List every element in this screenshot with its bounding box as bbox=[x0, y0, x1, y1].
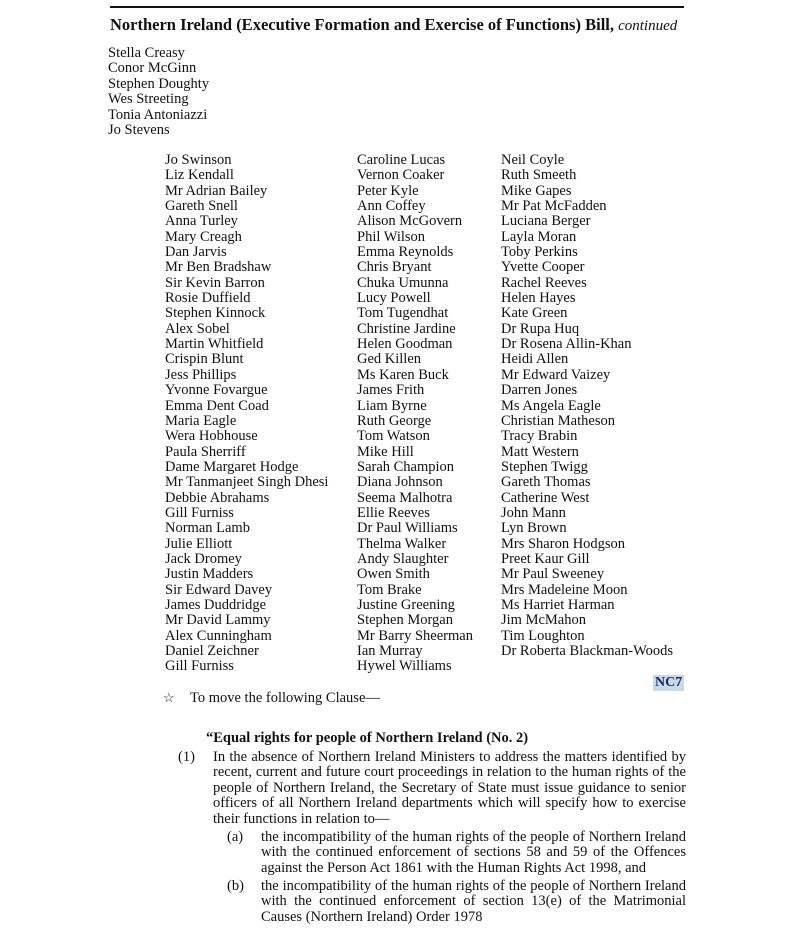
member-name: Julie Elliott bbox=[165, 535, 233, 552]
star-icon: ☆ bbox=[163, 690, 175, 705]
member-name: Yvette Cooper bbox=[501, 259, 585, 276]
motion-text: To move the following Clause— bbox=[190, 690, 380, 706]
member-name: Yvonne Fovargue bbox=[165, 382, 268, 399]
member-name: Dan Jarvis bbox=[165, 244, 227, 261]
member-name: Catherine West bbox=[501, 489, 590, 506]
paragraph-number: (b) bbox=[227, 878, 244, 894]
member-name: Gill Furniss bbox=[165, 658, 234, 675]
member-name: Justin Madders bbox=[165, 566, 254, 583]
member-name: Gareth Snell bbox=[165, 198, 238, 215]
member-name: Mr Tanmanjeet Singh Dhesi bbox=[165, 474, 329, 491]
member-name: Helen Hayes bbox=[501, 290, 576, 307]
member-name: Tom Brake bbox=[357, 581, 422, 598]
member-name: Lucy Powell bbox=[357, 290, 431, 307]
subsection-number: (1) bbox=[178, 749, 195, 765]
supporters-column-2 bbox=[357, 153, 473, 675]
member-name: Sir Edward Davey bbox=[165, 581, 273, 598]
member-name: Justine Greening bbox=[357, 596, 455, 613]
member-name: Gareth Thomas bbox=[501, 474, 591, 491]
header-rule bbox=[110, 6, 684, 8]
continued-label: continued bbox=[618, 18, 678, 34]
member-name: Mary Creagh bbox=[165, 228, 242, 245]
member-name: Jo Swinson bbox=[165, 152, 232, 168]
member-name: Martin Whitfield bbox=[165, 336, 264, 353]
supporters-column-1 bbox=[165, 153, 328, 675]
member-name: Helen Goodman bbox=[357, 336, 453, 353]
member-name: Owen Smith bbox=[357, 566, 430, 583]
member-name: Mr Paul Sweeney bbox=[501, 566, 605, 583]
member-name: Dame Margaret Hodge bbox=[165, 458, 299, 475]
member-name: Kate Green bbox=[501, 305, 568, 322]
member-name: Ruth Smeeth bbox=[501, 167, 577, 184]
member-name: Mrs Madeleine Moon bbox=[501, 581, 628, 598]
member-name: Diana Johnson bbox=[357, 474, 443, 491]
bill-title: Northern Ireland (Executive Formation and Exercise of Functions) Bill, bbox=[110, 15, 614, 34]
subsection-1 bbox=[178, 750, 686, 827]
paragraph-number: (a) bbox=[227, 829, 244, 845]
member-name: Luciana Berger bbox=[501, 213, 591, 230]
member-name: Chris Bryant bbox=[357, 259, 432, 276]
page-header bbox=[110, 15, 690, 35]
member-name: Toby Perkins bbox=[501, 244, 578, 261]
member-name: Norman Lamb bbox=[165, 520, 250, 537]
member-name: Stephen Doughty bbox=[108, 75, 210, 92]
member-name: Mr Adrian Bailey bbox=[165, 182, 268, 199]
clause-title: “Equal rights for people of Northern Ireland (No. 2) bbox=[206, 730, 529, 746]
member-name: James Duddridge bbox=[165, 596, 267, 613]
subsection-text: In the absence of Northern Ireland Ministers to address the matters identified by recent, current and future court proceedings in relation to the human rights of the people of Northern Ireland, the Secretary of State must issue guidance to senior officers of all Northern Ireland departments which will specify how to exercise their functions in relation to— bbox=[213, 749, 686, 827]
member-name: Preet Kaur Gill bbox=[501, 550, 590, 567]
member-name: Maria Eagle bbox=[165, 412, 237, 429]
member-name: Layla Moran bbox=[501, 228, 577, 245]
member-name: Daniel Zeichner bbox=[165, 643, 259, 659]
supporters-column-3 bbox=[501, 153, 673, 659]
motion-line bbox=[163, 690, 380, 707]
member-name: Caroline Lucas bbox=[357, 152, 446, 168]
member-name: Alex Cunningham bbox=[165, 627, 272, 644]
member-name: Tonia Antoniazzi bbox=[108, 106, 208, 123]
member-name: Jess Phillips bbox=[165, 366, 237, 383]
member-name: Seema Malhotra bbox=[357, 489, 453, 506]
member-name: Neil Coyle bbox=[501, 152, 565, 168]
member-name: Emma Dent Coad bbox=[165, 397, 269, 414]
member-name: Mr Edward Vaizey bbox=[501, 366, 611, 383]
member-name: Liz Kendall bbox=[165, 167, 234, 184]
member-name: Ms Harriet Harman bbox=[501, 596, 615, 613]
member-name: Lyn Brown bbox=[501, 520, 567, 537]
member-name: Andy Slaughter bbox=[357, 550, 449, 567]
paragraph-a bbox=[227, 830, 686, 876]
member-name: Ms Karen Buck bbox=[357, 366, 449, 383]
member-name: James Frith bbox=[357, 382, 425, 399]
member-name: Ms Angela Eagle bbox=[501, 397, 601, 414]
member-name: Peter Kyle bbox=[357, 182, 419, 199]
member-name: Mike Hill bbox=[357, 443, 414, 460]
member-name: Dr Rupa Huq bbox=[501, 320, 580, 337]
member-name: Darren Jones bbox=[501, 382, 578, 399]
lead-sponsors-list bbox=[108, 46, 209, 138]
member-name: Conor McGinn bbox=[108, 60, 197, 77]
member-name: Christine Jardine bbox=[357, 320, 456, 337]
member-name: Dr Roberta Blackman-Woods bbox=[501, 643, 673, 659]
member-name: Alex Sobel bbox=[165, 320, 230, 337]
member-name: Wera Hobhouse bbox=[165, 428, 258, 445]
member-name: Mr Pat McFadden bbox=[501, 198, 607, 215]
member-name: Mike Gapes bbox=[501, 182, 572, 199]
member-name: Stephen Twigg bbox=[501, 458, 588, 475]
paragraph-text: the incompatibility of the human rights of the people of Northern Ireland with the continued enforcement of sections 58 and 59 of the Offences against the Person Act 1861 with the Human Rights Act 1998, and bbox=[261, 829, 686, 876]
member-name: Mr David Lammy bbox=[165, 612, 271, 629]
member-name: Liam Byrne bbox=[357, 397, 427, 414]
member-name: Rachel Reeves bbox=[501, 274, 587, 291]
member-name: Stella Creasy bbox=[108, 45, 185, 61]
member-name: Tim Loughton bbox=[501, 627, 585, 644]
member-name: Vernon Coaker bbox=[357, 167, 445, 184]
member-name: Jo Stevens bbox=[108, 122, 170, 139]
member-name: Wes Streeting bbox=[108, 91, 189, 108]
clause-reference-badge: NC7 bbox=[655, 675, 683, 690]
member-name: Dr Paul Williams bbox=[357, 520, 458, 537]
member-name: Mr Barry Sheerman bbox=[357, 627, 473, 644]
member-name: Jack Dromey bbox=[165, 550, 242, 567]
member-name: Ged Killen bbox=[357, 351, 422, 368]
member-name: Paula Sherriff bbox=[165, 443, 246, 460]
member-name: Ann Coffey bbox=[357, 198, 426, 215]
paragraph-text: the incompatibility of the human rights of the people of Northern Ireland with the continued enforcement of section 13(e) of the Matrimonial Causes (Northern Ireland) Order 1978 bbox=[261, 878, 686, 925]
member-name: Debbie Abrahams bbox=[165, 489, 270, 506]
member-name: Jim McMahon bbox=[501, 612, 586, 629]
member-name: Crispin Blunt bbox=[165, 351, 244, 368]
member-name: Matt Western bbox=[501, 443, 579, 460]
member-name: Ruth George bbox=[357, 412, 432, 429]
member-name: Hywel Williams bbox=[357, 658, 452, 675]
member-name: Stephen Morgan bbox=[357, 612, 453, 629]
member-name: John Mann bbox=[501, 504, 566, 521]
member-name: Christian Matheson bbox=[501, 412, 615, 429]
member-name: Anna Turley bbox=[165, 213, 238, 230]
member-name: Phil Wilson bbox=[357, 228, 426, 245]
member-name: Emma Reynolds bbox=[357, 244, 454, 261]
member-name: Gill Furniss bbox=[165, 504, 234, 521]
member-name: Rosie Duffield bbox=[165, 290, 251, 307]
member-name: Dr Rosena Allin-Khan bbox=[501, 336, 632, 353]
member-name: Ellie Reeves bbox=[357, 504, 430, 521]
member-name: Tom Tugendhat bbox=[357, 305, 449, 322]
paragraph-b bbox=[227, 879, 686, 925]
member-name: Tracy Brabin bbox=[501, 428, 578, 445]
member-name: Thelma Walker bbox=[357, 535, 447, 552]
member-name: Ian Murray bbox=[357, 643, 423, 659]
member-name: Alison McGovern bbox=[357, 213, 463, 230]
member-name: Mrs Sharon Hodgson bbox=[501, 535, 626, 552]
member-name: Chuka Umunna bbox=[357, 274, 449, 291]
member-name: Tom Watson bbox=[357, 428, 430, 445]
member-name: Sarah Champion bbox=[357, 458, 455, 475]
member-name: Heidi Allen bbox=[501, 351, 569, 368]
member-name: Stephen Kinnock bbox=[165, 305, 266, 322]
member-name: Sir Kevin Barron bbox=[165, 274, 265, 291]
member-name: Mr Ben Bradshaw bbox=[165, 259, 272, 276]
